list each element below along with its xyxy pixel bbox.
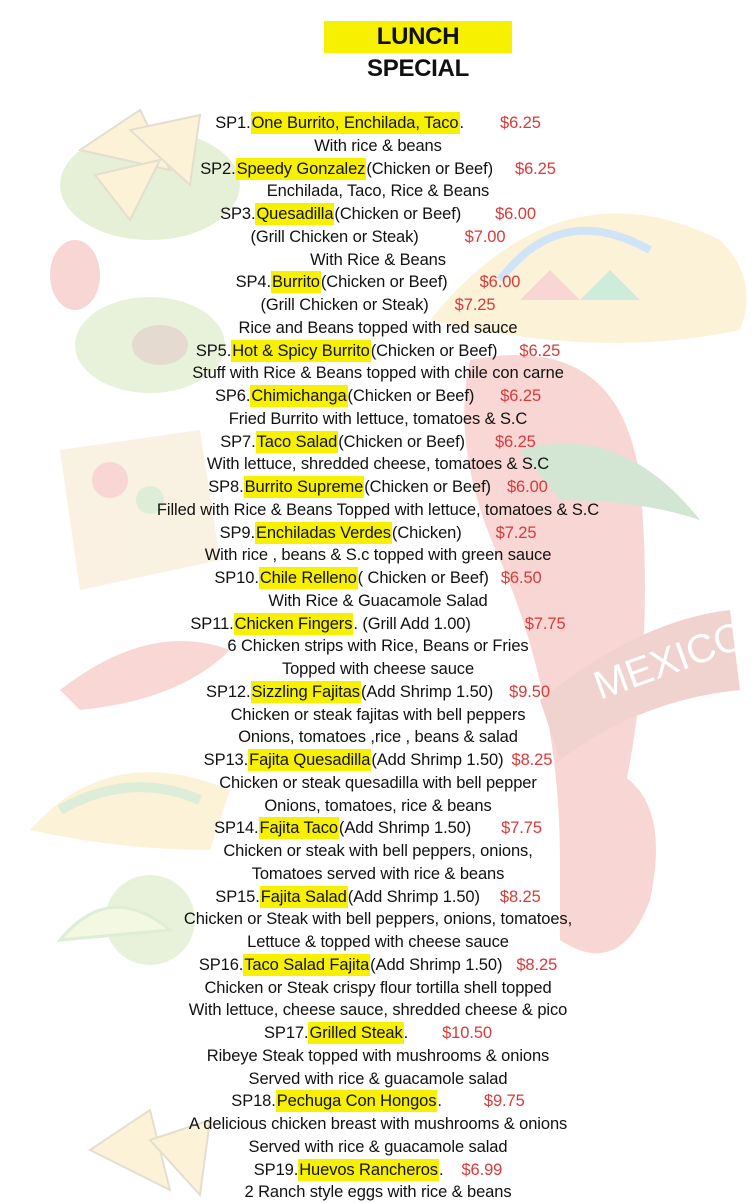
item-name-highlight: Enchiladas Verdes bbox=[255, 523, 391, 542]
svg-text:MEXICO: MEXICO bbox=[588, 613, 752, 709]
line-text-after: (Add Shrimp 1.50) bbox=[338, 819, 472, 838]
menu-item-line bbox=[0, 1090, 756, 1112]
menu-item-line bbox=[0, 340, 756, 362]
item-price: $7.00 bbox=[464, 227, 506, 246]
item-name-highlight: One Burrito, Enchilada, Taco bbox=[251, 114, 459, 132]
item-price: $6.00 bbox=[479, 273, 521, 292]
menu-item-line bbox=[0, 385, 756, 407]
item-price: $6.25 bbox=[494, 432, 536, 451]
item-name-highlight: Hot & Spicy Burrito bbox=[232, 341, 370, 360]
line-text: SP2. bbox=[200, 159, 236, 178]
line-text: Served with rice & guacamole salad bbox=[248, 1069, 508, 1088]
line-text: Fried Burrito with lettuce, tomatoes & S.C bbox=[228, 409, 528, 428]
menu-item-line bbox=[0, 112, 756, 134]
menu-item-line bbox=[0, 522, 756, 544]
item-name-highlight: Fajita Taco bbox=[259, 819, 338, 838]
item-name-highlight: Speedy Gonzalez bbox=[236, 159, 366, 178]
item-name-highlight: Taco Salad bbox=[256, 432, 338, 451]
menu-item-line bbox=[0, 749, 756, 771]
menu-item-line bbox=[0, 431, 756, 453]
line-text-after: . bbox=[403, 1024, 409, 1042]
line-text-after: (Chicken or Beef) bbox=[334, 205, 462, 223]
item-name-highlight: Fajita Salad bbox=[260, 887, 347, 906]
menu-description-line bbox=[0, 180, 756, 202]
menu-item-line bbox=[0, 203, 756, 225]
line-text: Chicken or Steak crispy flour tortilla shell topped bbox=[204, 978, 552, 997]
menu-description-line bbox=[0, 1181, 756, 1203]
item-price: $6.99 bbox=[461, 1160, 503, 1179]
line-text: SP17. bbox=[264, 1024, 309, 1042]
menu-description-line bbox=[0, 1136, 756, 1158]
menu-description-line bbox=[0, 408, 756, 430]
line-text: SP13. bbox=[203, 751, 249, 769]
menu-item-line bbox=[0, 817, 756, 839]
menu-description-line bbox=[0, 249, 756, 271]
item-price: $9.50 bbox=[509, 682, 550, 701]
item-name-highlight: Chimichanga bbox=[251, 387, 347, 405]
line-text-after: (Chicken or Beef) bbox=[370, 341, 498, 360]
menu-description-line bbox=[0, 795, 756, 817]
menu-item-line bbox=[0, 954, 756, 976]
item-name-highlight: Grilled Steak bbox=[309, 1024, 403, 1042]
menu-description-line bbox=[0, 544, 756, 566]
line-text-after: . bbox=[459, 114, 464, 132]
line-text: SP18. bbox=[231, 1092, 276, 1111]
line-text: Chicken or steak with bell peppers, onions, bbox=[223, 842, 533, 860]
menu-description-line bbox=[0, 772, 756, 794]
line-text: Served with rice & guacamole salad bbox=[248, 1137, 508, 1156]
line-text: Stuff with Rice & Beans topped with chile con carne bbox=[192, 364, 564, 383]
menu-description-line bbox=[0, 931, 756, 953]
item-price: $6.00 bbox=[495, 205, 536, 223]
menu-item-line bbox=[0, 271, 756, 293]
line-text: Chicken or Steak with bell peppers, onions, tomatoes, bbox=[183, 910, 573, 929]
line-text: SP16. bbox=[198, 955, 244, 974]
item-price: $6.25 bbox=[500, 114, 541, 132]
item-price: $6.50 bbox=[500, 569, 542, 587]
line-text: Topped with cheese sauce bbox=[281, 660, 475, 678]
line-text: Onions, tomatoes, rice & beans bbox=[264, 796, 492, 815]
line-text: SP15. bbox=[215, 887, 260, 906]
item-name-highlight: Chile Relleno bbox=[259, 569, 357, 587]
line-text: SP6. bbox=[214, 387, 251, 405]
menu-item-line bbox=[0, 567, 756, 589]
line-text-after: . bbox=[437, 1092, 442, 1111]
line-text: SP3. bbox=[220, 205, 256, 223]
line-text: A delicious chicken breast with mushrooms & onions bbox=[188, 1115, 568, 1133]
line-text: SP9. bbox=[219, 523, 255, 542]
line-text: With lettuce, cheese sauce, shredded cheese & pico bbox=[188, 1001, 568, 1020]
line-text: SP14. bbox=[214, 819, 259, 838]
menu-description-line bbox=[0, 658, 756, 680]
menu-description-line bbox=[0, 317, 756, 339]
line-text-after: (Chicken or Beef) bbox=[364, 478, 491, 496]
menu-description-line bbox=[0, 294, 756, 316]
line-text-after: . bbox=[438, 1160, 444, 1179]
line-text: Ribeye Steak topped with mushrooms & onions bbox=[206, 1046, 550, 1065]
line-text-after: (Chicken) bbox=[391, 523, 462, 542]
menu-description-line bbox=[0, 453, 756, 475]
item-price: $6.25 bbox=[500, 387, 542, 405]
item-price: $6.25 bbox=[519, 341, 561, 360]
menu-description-line bbox=[0, 499, 756, 521]
line-text: With lettuce, shredded cheese, tomatoes & S.C bbox=[206, 455, 550, 474]
item-name-highlight: Burrito Supreme bbox=[244, 478, 364, 496]
menu-description-line bbox=[0, 977, 756, 999]
line-text: SP19. bbox=[253, 1160, 299, 1179]
menu-item-line bbox=[0, 476, 756, 498]
line-text: Chicken or steak quesadilla with bell pepper bbox=[219, 773, 537, 792]
menu-description-line bbox=[0, 726, 756, 748]
line-text-after: (Add Shrimp 1.50) bbox=[371, 751, 504, 769]
item-price: $8.25 bbox=[511, 751, 553, 769]
line-text: Chicken or steak fajitas with bell peppers bbox=[230, 705, 526, 724]
line-text: SP5. bbox=[195, 341, 232, 360]
item-price: $9.75 bbox=[483, 1092, 525, 1111]
line-text: SP7. bbox=[220, 432, 256, 451]
menu-description-line bbox=[0, 908, 756, 930]
menu-description-line bbox=[0, 840, 756, 862]
line-text: Lettuce & topped with cheese sauce bbox=[247, 933, 509, 951]
page-title: LUNCH SPECIAL bbox=[324, 21, 512, 53]
menu-description-line bbox=[0, 135, 756, 157]
line-text-after: (Chicken or Beef) bbox=[366, 159, 494, 178]
line-text-after: (Chicken or Beef) bbox=[338, 432, 465, 451]
menu-item-line bbox=[0, 158, 756, 180]
line-text-after: (Add Shrimp 1.50) bbox=[347, 887, 480, 906]
menu-item-line bbox=[0, 1159, 756, 1181]
menu-description-line bbox=[0, 1068, 756, 1090]
line-text: With Rice & Guacamole Salad bbox=[268, 591, 488, 610]
line-text-after: (Add Shrimp 1.50) bbox=[360, 682, 494, 701]
menu-item-line bbox=[0, 886, 756, 908]
menu-description-line bbox=[0, 999, 756, 1021]
line-text-after: . (Grill Add 1.00) bbox=[353, 614, 471, 633]
item-name-highlight: Huevos Rancheros bbox=[299, 1160, 438, 1179]
line-text: SP1. bbox=[215, 114, 251, 132]
item-price: $10.50 bbox=[442, 1024, 492, 1042]
line-text: Rice and Beans topped with red sauce bbox=[238, 318, 518, 337]
item-name-highlight: Fajita Quesadilla bbox=[249, 751, 371, 769]
line-text: With Rice & Beans bbox=[310, 250, 446, 269]
menu-description-line bbox=[0, 863, 756, 885]
line-text-after: (Add Shrimp 1.50) bbox=[370, 955, 503, 974]
menu-description-line bbox=[0, 362, 756, 384]
line-text-after: ( Chicken or Beef) bbox=[357, 569, 489, 587]
menu-description-line bbox=[0, 590, 756, 612]
item-price: $7.75 bbox=[524, 614, 566, 633]
item-price: $7.25 bbox=[495, 523, 537, 542]
menu-item-line bbox=[0, 1022, 756, 1044]
line-text: (Grill Chicken or Steak) bbox=[260, 296, 429, 314]
item-name-highlight: Pechuga Con Hongos bbox=[276, 1092, 437, 1111]
item-price: $8.25 bbox=[516, 955, 558, 974]
menu-description-line bbox=[0, 704, 756, 726]
item-price: $6.25 bbox=[515, 159, 556, 178]
menu-description-line bbox=[0, 1045, 756, 1067]
line-text: SP8. bbox=[208, 478, 244, 496]
line-text: Enchilada, Taco, Rice & Beans bbox=[266, 182, 490, 201]
line-text: SP10. bbox=[214, 569, 259, 587]
menu-description-line bbox=[0, 226, 756, 248]
line-text: With rice & beans bbox=[314, 136, 442, 155]
menu-item-line bbox=[0, 613, 756, 635]
item-name-highlight: Taco Salad Fajita bbox=[244, 955, 370, 974]
line-text: SP12. bbox=[206, 682, 251, 701]
line-text: With rice , beans & S.c topped with green sauce bbox=[204, 546, 552, 565]
item-name-highlight: Burrito bbox=[271, 273, 320, 292]
line-text: Tomatoes served with rice & beans bbox=[251, 864, 505, 883]
item-price: $7.75 bbox=[501, 819, 542, 838]
line-text: SP4. bbox=[235, 273, 271, 292]
item-name-highlight: Sizzling Fajitas bbox=[251, 682, 360, 701]
line-text: (Grill Chicken or Steak) bbox=[250, 227, 419, 246]
item-name-highlight: Chicken Fingers bbox=[234, 614, 353, 633]
line-text-after: (Chicken or Beef) bbox=[347, 387, 475, 405]
line-text: SP11. bbox=[190, 614, 234, 633]
menu-description-line bbox=[0, 1113, 756, 1135]
line-text: Onions, tomatoes ,rice , beans & salad bbox=[238, 728, 518, 747]
menu-item-line bbox=[0, 681, 756, 703]
line-text: 2 Ranch style eggs with rice & beans bbox=[244, 1183, 512, 1202]
item-price: $6.00 bbox=[506, 478, 548, 496]
item-price: $8.25 bbox=[499, 887, 541, 906]
line-text: Filled with Rice & Beans Topped with lettuce, tomatoes & S.C bbox=[156, 500, 600, 519]
menu-description-line bbox=[0, 635, 756, 657]
item-price: $7.25 bbox=[454, 296, 496, 314]
line-text: 6 Chicken strips with Rice, Beans or Fries bbox=[227, 637, 529, 656]
line-text-after: (Chicken or Beef) bbox=[320, 273, 448, 292]
item-name-highlight: Quesadilla bbox=[256, 205, 334, 223]
